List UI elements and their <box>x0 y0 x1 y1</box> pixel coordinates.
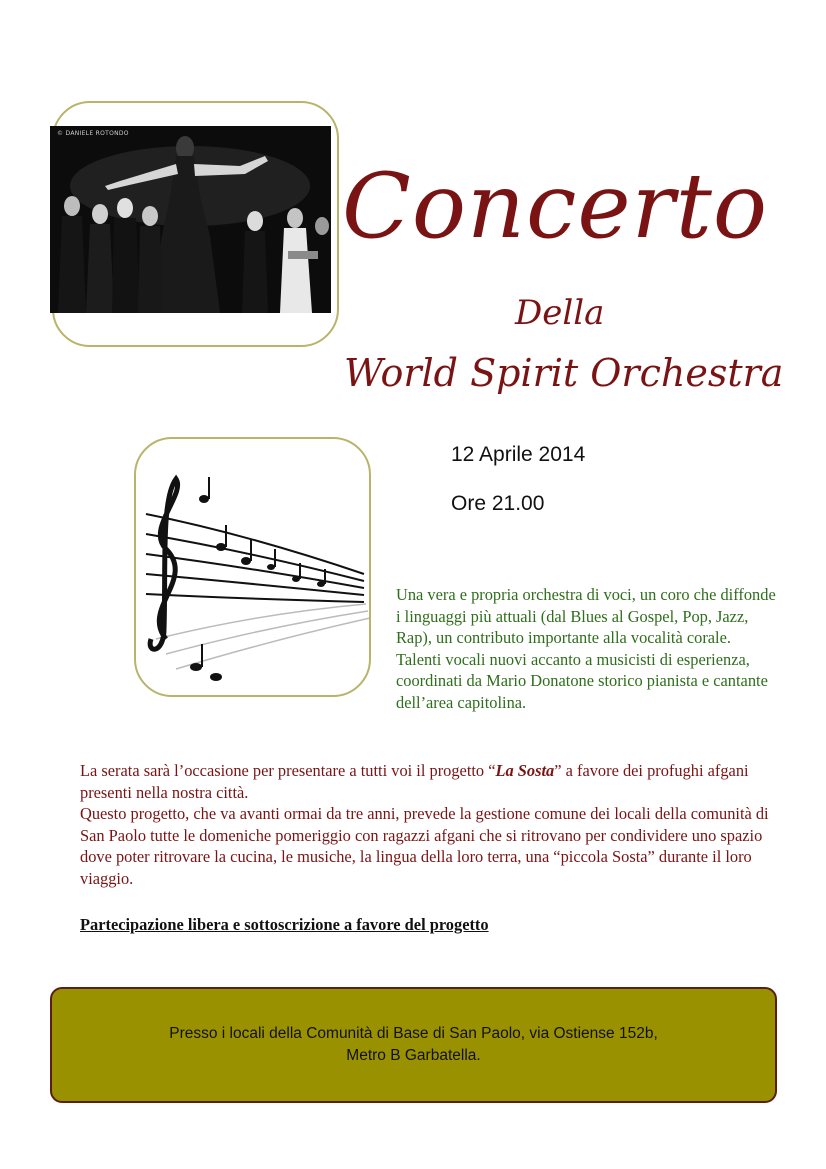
intro-after: ” a favore dei profughi afgani presenti nella nostra città. <box>80 761 749 802</box>
music-staff-illustration <box>136 439 371 697</box>
project-name: La Sosta <box>495 761 555 780</box>
project-intro <box>80 760 780 803</box>
event-time: Ore 21.00 <box>451 492 545 515</box>
page-title: Concerto <box>342 154 769 259</box>
intro-before: La serata sarà l’occasione per presentare a tutti voi il progetto “ <box>80 761 496 780</box>
address-line-2: Metro B Garbatella. <box>346 1047 481 1064</box>
project-details: Questo progetto, che va avanti ormai da tre anni, prevede la gestione comune dei locali della comunità di San Paolo tutte le domeniche pomeriggio con ragazzi afgani che si ritrovano per condividere uno spazio dove poter ritrovare la cucina, le musiche, la lingua della loro terra, una “piccola Sosta” durante il loro viaggio. <box>80 804 769 888</box>
orchestra-description: Una vera e propria orchestra di voci, un coro che diffonde i linguaggi più attuali (dal Blues al Gospel, Pop, Jazz, Rap), un contributo importante alla vocalità corale. Talenti vocali nuovi accanto a musicisti di esperienza, coordinati da Mario Donatone storico pianista e cantante dell’area capitolina. <box>396 585 776 712</box>
orchestra-name: World Spirit Orchestra <box>344 351 784 395</box>
subtitle: Della <box>515 293 605 333</box>
project-description <box>80 760 780 889</box>
choir-silhouettes <box>50 126 331 313</box>
choir-photo <box>50 126 331 313</box>
address-line-1: Presso i locali della Comunità di Base di San Paolo, via Ostiense 152b, <box>169 1025 658 1042</box>
event-date: 12 Aprile 2014 <box>451 443 586 466</box>
music-frame <box>134 437 371 697</box>
address-box <box>50 987 777 1103</box>
photo-credit: © DANIELE ROTONDO <box>57 130 129 137</box>
participation-note: Partecipazione libera e sottoscrizione a favore del progetto <box>80 915 489 934</box>
